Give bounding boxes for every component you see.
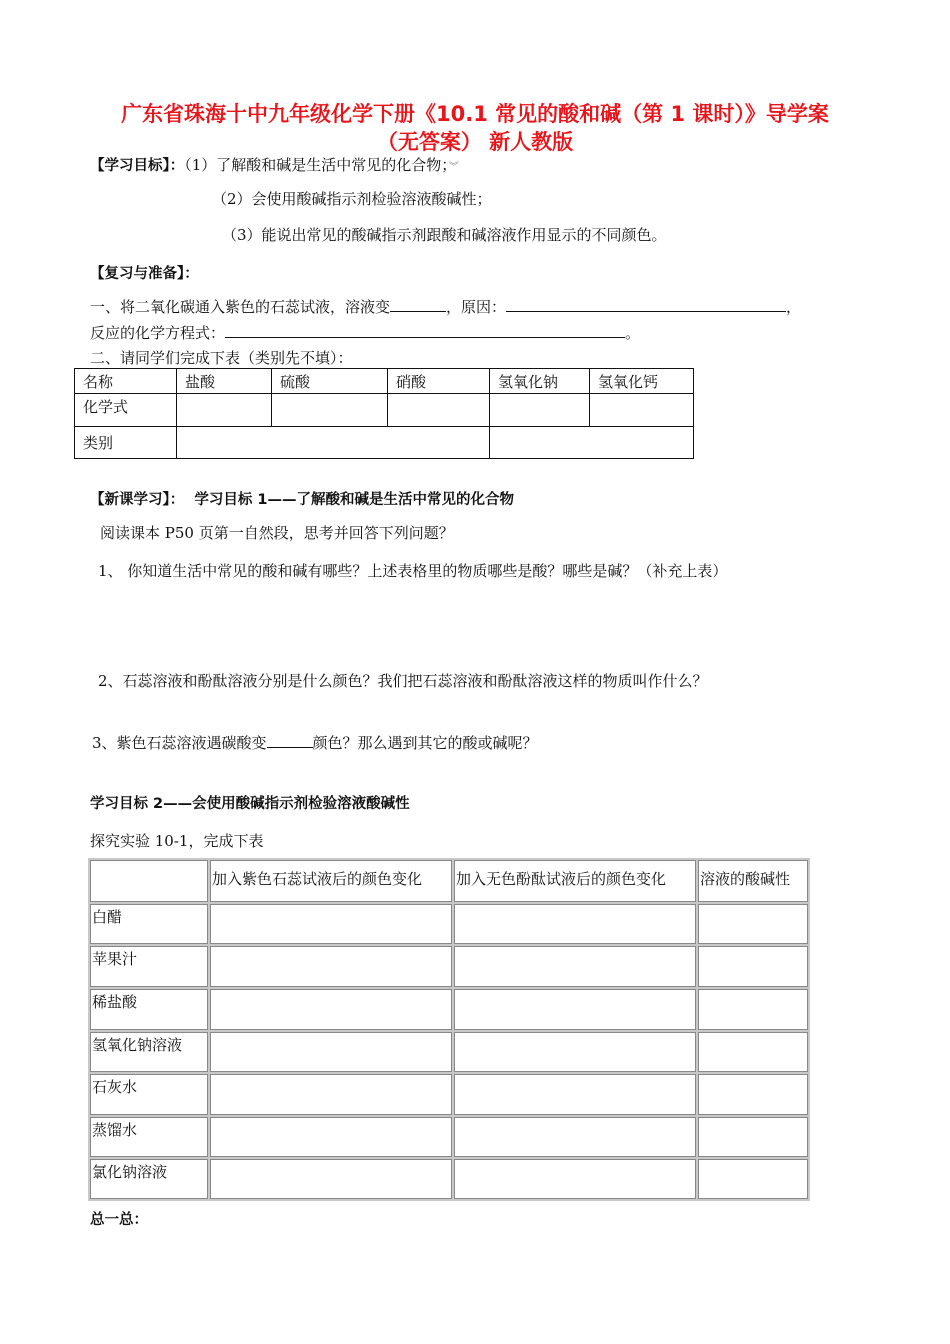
q3-text-b: 颜色？那么遇到其它的酸或碱呢？ (312, 734, 538, 752)
table2-cell[interactable] (209, 1031, 453, 1073)
table1-header-h2so4: 硫酸 (272, 369, 388, 394)
table2-cell[interactable] (209, 988, 453, 1031)
table1-cell[interactable] (490, 394, 590, 427)
reading-instruction: 阅读课本 P50 页第一自然段，思考并回答下列问题？ (100, 524, 454, 542)
table2-cell[interactable] (697, 1158, 809, 1200)
review-q1-equation-line (90, 322, 640, 343)
table2-cell[interactable] (697, 1116, 809, 1158)
table2-row-limewater: 石灰水 (89, 1073, 209, 1116)
equation-blank[interactable] (225, 323, 625, 338)
table1-cell[interactable] (388, 394, 490, 427)
table2-header-phenolphthalein: 加入无色酚酞试液后的颜色变化 (453, 859, 697, 903)
reason-blank[interactable] (506, 297, 786, 312)
table2-cell[interactable] (697, 903, 809, 945)
q3-blank[interactable] (267, 733, 313, 748)
table2-cell[interactable] (697, 988, 809, 1031)
q3-text-a: 3、紫色石蕊溶液遇碳酸变 (92, 734, 267, 752)
sparkle-mark-icon: ︾ (448, 162, 459, 173)
table2-cell[interactable] (453, 1073, 697, 1116)
table2-cell[interactable] (697, 1031, 809, 1073)
color-blank[interactable] (390, 297, 446, 312)
lesson-question-3 (92, 732, 538, 753)
table2-cell[interactable] (209, 945, 453, 988)
table2-cell[interactable] (697, 945, 809, 988)
review-q1-text-c: ， (786, 298, 802, 316)
newlesson-header (90, 488, 514, 509)
summary-label: 总一总： (90, 1212, 148, 1228)
goal2-heading: 学习目标 2——会使用酸碱指示剂检验溶液酸碱性 (90, 796, 410, 812)
doc-title-line1: 广东省珠海十中九年级化学下册《10.1 常见的酸和碱（第 1 课时）》导学案 (121, 102, 829, 126)
objectives-label: 【学习目标】： (90, 158, 185, 174)
table1-row-formula: 化学式 (75, 394, 177, 427)
table2-cell[interactable] (209, 903, 453, 945)
table1-cell[interactable] (490, 427, 694, 459)
explore-instruction: 探究实验 10-1，完成下表 (90, 832, 264, 850)
doc-title-line2: （无答案） 新人教版 (376, 130, 574, 154)
table2-row-naoh: 氢氧化钠溶液 (89, 1031, 209, 1073)
table1-header-caoh2: 氢氧化钙 (590, 369, 694, 394)
table2-row-distilled-water: 蒸馏水 (89, 1116, 209, 1158)
table2-cell[interactable] (209, 1073, 453, 1116)
table2-row-dilute-hcl: 稀盐酸 (89, 988, 209, 1031)
table2-header-litmus: 加入紫色石蕊试液后的颜色变化 (209, 859, 453, 903)
experiment-table (88, 858, 810, 1201)
table2-cell[interactable] (453, 945, 697, 988)
table1-cell[interactable] (177, 394, 272, 427)
table2-cell[interactable] (209, 1116, 453, 1158)
table1-cell[interactable] (590, 394, 694, 427)
lesson-question-1: 1、 你知道生活中常见的酸和碱有哪些？上述表格里的物质哪些是酸？哪些是碱？（补充上表） (98, 562, 728, 580)
table1-header-name: 名称 (75, 369, 177, 394)
table2-cell[interactable] (453, 1158, 697, 1200)
objective-item-2: （2）会使用酸碱指示剂检验溶液酸碱性； (212, 190, 492, 208)
objectives-section (90, 154, 459, 175)
table2-row-apple-juice: 苹果汁 (89, 945, 209, 988)
table1-row-category: 类别 (75, 427, 177, 459)
table2-row-vinegar: 白醋 (89, 903, 209, 945)
table2-cell[interactable] (209, 1158, 453, 1200)
review-q1-line (90, 296, 801, 317)
table1-header-hno3: 硝酸 (388, 369, 490, 394)
equation-label: 反应的化学方程式： (90, 324, 226, 342)
table1-cell[interactable] (177, 427, 490, 459)
lesson-question-2: 2、石蕊溶液和酚酞溶液分别是什么颜色？我们把石蕊溶液和酚酞溶液这样的物质叫作什么？ (98, 672, 708, 690)
review-q1-text-a: 一、将二氧化碳通入紫色的石蕊试液，溶液变 (90, 298, 391, 316)
table1-header-naoh: 氢氧化钠 (490, 369, 590, 394)
table2-header-acidity: 溶液的酸碱性 (697, 859, 809, 903)
review-q2: 二、请同学们完成下表（类别先不填）： (90, 349, 353, 367)
goal1-heading: 学习目标 1——了解酸和碱是生活中常见的化合物 (194, 492, 514, 508)
table2-cell[interactable] (453, 988, 697, 1031)
review-label: 【复习与准备】： (90, 266, 199, 282)
table2-cell[interactable] (453, 1116, 697, 1158)
newlesson-label: 【新课学习】： (90, 492, 185, 508)
equation-end: 。 (625, 324, 641, 342)
table2-cell[interactable] (453, 1031, 697, 1073)
table2-cell[interactable] (453, 903, 697, 945)
objective-item-3: （3）能说出常见的酸碱指示剂跟酸和碱溶液作用显示的不同颜色。 (222, 226, 667, 244)
review-q1-text-b: ，原因： (446, 298, 507, 316)
table1-header-hcl: 盐酸 (177, 369, 272, 394)
table1-cell[interactable] (272, 394, 388, 427)
table2-header-blank (89, 859, 209, 903)
table2-row-nacl: 氯化钠溶液 (89, 1158, 209, 1200)
table2-cell[interactable] (697, 1073, 809, 1116)
substance-table (74, 368, 694, 459)
objective-item-1: （1）了解酸和碱是生活中常见的化合物； (184, 156, 449, 174)
